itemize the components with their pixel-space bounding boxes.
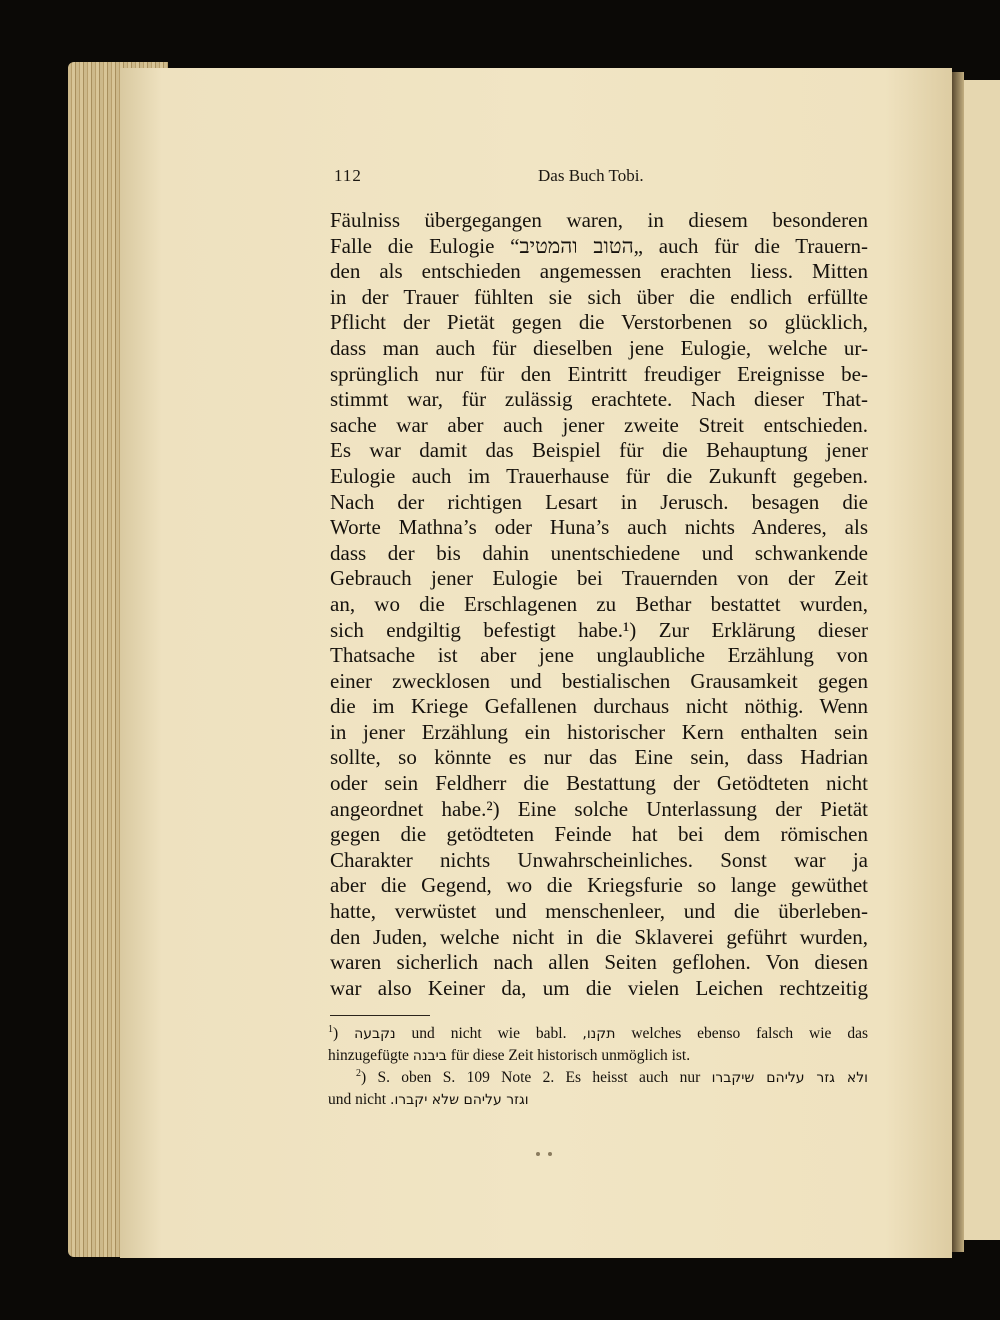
running-title: Das Buch Tobi. [538, 166, 644, 185]
text-line: Worte Mathna’s oder Huna’s auch nichts Anderes, als [330, 515, 868, 540]
text-line: angeordnet habe.²) Eine solche Unterlassung der Pietät [330, 796, 868, 821]
hebrew-text: נקבעה [354, 1026, 396, 1042]
footnote-text: und nicht wie babl. [411, 1025, 567, 1042]
text-line: sich endgiltig befestigt habe.¹) Zur Erklärung dieser [330, 617, 868, 642]
footnote-1-line-2 [328, 1045, 868, 1067]
footnote-text: hinzugefügte [328, 1047, 409, 1064]
footnote-1-line-1: $^1$) נקבעה und nicht wie babl. תקנו, welches ebenso falsch wie das [328, 1024, 869, 1042]
footnote-2-line-2 [328, 1089, 868, 1111]
hebrew-text: וגזר עליהם שלא יקברו. [390, 1092, 529, 1108]
next-page-strip [964, 80, 1000, 1240]
text-line: Charakter nichts Unwahrscheinliches. Sonst war ja [330, 847, 868, 872]
footnotes [328, 1023, 868, 1111]
text-line: Eulogie auch im Trauerhause für die Zukunft gegeben. [330, 463, 868, 488]
footnote-2-line-1: $^2$) S. oben S. 109 Note 2. Es heisst auch nur ולא גזר עליהם שיקברו [356, 1068, 868, 1086]
text-line: Es war damit das Beispiel für die Behauptung jener [330, 438, 868, 463]
paper-speck [536, 1152, 540, 1156]
footnote-marker: 1 [328, 1024, 333, 1035]
text-line: gegen die getödteten Feinde hat bei dem römischen [330, 822, 868, 847]
text-line: die im Kriege Gefallenen durchaus nicht nöthig. Wenn [330, 694, 868, 719]
text-line: in jener Erzählung ein historischer Kern enthalten sein [330, 719, 868, 744]
text-line: Pflicht der Pietät gegen die Verstorbenen so glücklich, [330, 310, 868, 335]
footnote-rule [330, 1015, 430, 1016]
text-line: in der Trauer fühlten sie sich über die endlich erfüllte [330, 284, 868, 309]
body-text [330, 208, 868, 1001]
text-line: dass man auch für dieselben jene Eulogie, welche ur- [330, 335, 868, 360]
book-gutter [952, 72, 964, 1252]
text-line: dass der bis dahin unentschiedene und schwankende [330, 540, 868, 565]
text-line: waren sicherlich nach allen Seiten geflohen. Von diesen [330, 950, 868, 975]
hebrew-text: ולא גזר עליהם שיקברו [711, 1070, 868, 1086]
text-line: Gebrauch jener Eulogie bei Trauernden von der Zeit [330, 566, 868, 591]
footnote-text: welches ebenso falsch wie das [631, 1025, 869, 1042]
hebrew-text: ביבנה [412, 1048, 447, 1064]
text-line: hatte, verwüstet und menschenleer, und die überleben- [330, 899, 868, 924]
text-line: Falle die Eulogie “הטוב והמטיב„ auch für die Trauern- [330, 233, 869, 258]
text-line: sache war aber auch jener zweite Streit entschieden. [330, 412, 868, 437]
text-line: stimmt war, für zulässig erachtete. Nach dieser That- [330, 387, 868, 412]
footnote-text: und nicht [328, 1091, 387, 1108]
footnote-text: für diese Zeit historisch unmöglich ist. [450, 1047, 691, 1064]
page-header [330, 166, 870, 192]
text-line: den Juden, welche nicht in die Sklaverei geführt wurden, [330, 924, 868, 949]
text-line: Thatsache ist aber jene unglaubliche Erzählung von [330, 643, 868, 668]
text-line: war also Keiner da, um die vielen Leichen rechtzeitig [330, 975, 868, 1000]
text-line: an, wo die Erschlagenen zu Bethar bestattet wurden, [330, 591, 868, 616]
paper-speck [548, 1152, 552, 1156]
text-line: sprünglich nur für den Eintritt freudiger Ereignisse be- [330, 361, 868, 386]
footnote-text: S. oben S. 109 Note 2. Es heisst auch nur [377, 1069, 701, 1086]
text-line: aber die Gegend, wo die Kriegsfurie so lange gewüthet [330, 873, 868, 898]
hebrew-text: תקנו, [582, 1026, 616, 1042]
text-line: oder sein Feldherr die Bestattung der Getödteten nicht [330, 771, 868, 796]
text-line: Fäulniss übergegangen waren, in diesem besonderen [330, 208, 868, 232]
text-line: den als entschieden angemessen erachten liess. Mitten [330, 259, 868, 284]
page-number: 112 [334, 166, 362, 185]
text-line: einer zwecklosen und bestialischen Grausamkeit gegen [330, 668, 868, 693]
footnote-marker: 2 [356, 1068, 361, 1079]
text-line: sollte, so könnte es nur das Eine sein, dass Hadrian [330, 745, 868, 770]
text-line: Nach der richtigen Lesart in Jerusch. besagen die [330, 489, 868, 514]
